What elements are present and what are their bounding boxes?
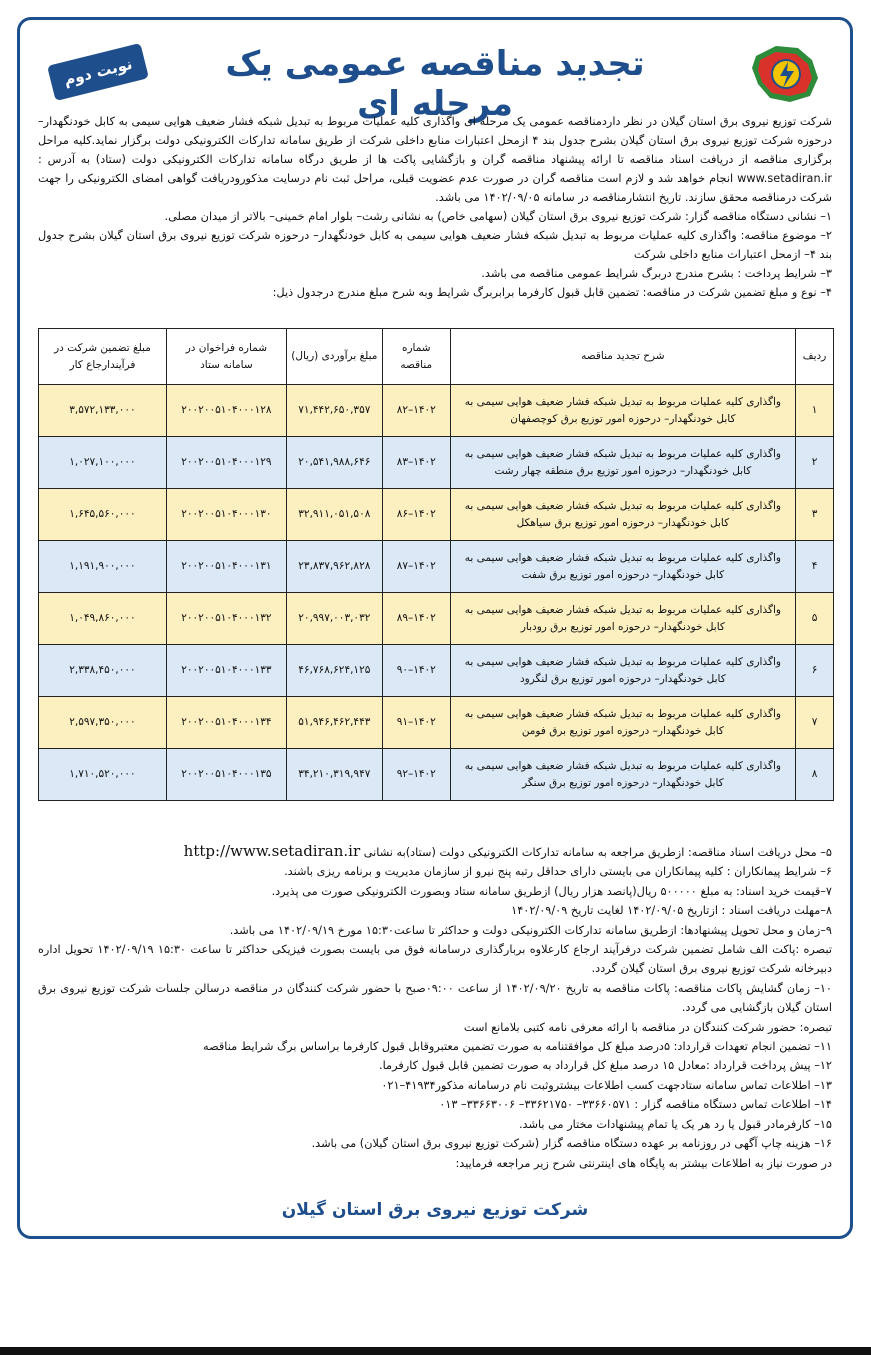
setadiran-link[interactable]: http://www.setadiran.ir [183,842,361,860]
cell-guarantee: ۲,۳۳۸,۴۵۰,۰۰۰ [39,645,167,697]
cell-guarantee: ۳,۵۷۲,۱۳۳,۰۰۰ [39,385,167,437]
cell-number: ۱۴۰۲–۸۹ [382,593,450,645]
col-header-guarantee: مبلغ تضمین شرکت در فرآیندارجاع کار [39,329,167,385]
cell-call: ۲۰۰۲۰۰۵۱۰۴۰۰۰۱۲۸ [166,385,286,437]
cell-call: ۲۰۰۲۰۰۵۱۰۴۰۰۰۱۳۵ [166,749,286,801]
cell-desc: واگذاری کلیه عملیات مربوط به تبدیل شبکه فشار ضعیف هوایی سیمی به کابل خودنگهدار– درحوزه امور توزیع برق سنگر [450,749,795,801]
table-row [39,749,834,801]
cell-row: ۴ [796,541,834,593]
cell-number: ۱۴۰۲–۸۳ [382,437,450,489]
clause-2: ۲– موضوع مناقصه: واگذاری کلیه عملیات مربوط به تبدیل شبکه فشار ضعیف هوایی سیمی به کابل خودنگهدار– درحوزه شرکت توزیع نیروی برق استان گیلان بشرح جدول بند ۴– ازمحل اعتبارات منابع داخلی شرکت [38,229,832,261]
clause-6: ۶– شرایط پیمانکاران : کلیه پیمانکاران می بایستی دارای حداقل رتبه پنج نیرو از سازمان مدیریت و برنامه ریزی باشند. [284,865,832,879]
cell-row: ۶ [796,645,834,697]
clause-12: ۱۲– پیش پرداخت قرارداد :معادل ۱۵ درصد مبلغ کل قرارداد به صورت تضمین قابل قبول کارفرما. [379,1059,832,1073]
clause-10-note: تبصره: حضور شرکت کنندگان در مناقصه با ارائه معرفی نامه کتبی بلامانع است [463,1020,832,1034]
cell-number: ۱۴۰۲–۹۱ [382,697,450,749]
cell-desc: واگذاری کلیه عملیات مربوط به تبدیل شبکه فشار ضعیف هوایی سیمی به کابل خودنگهدار– درحوزه امور توزیع برق منطقه چهار رشت [450,437,795,489]
table-row [39,541,834,593]
notice-frame [17,17,853,1239]
page-title: تجدید مناقصه عمومی یک مرحله ای [225,44,645,124]
clause-14: ۱۴– اطلاعات تماس دستگاه مناقصه گزار : ۳۳۶۶۰۵۷۱– ۳۳۶۲۱۷۵۰– ۳۳۶۶۳۰۰۶– ۰۱۳ [439,1098,832,1112]
cell-desc: واگذاری کلیه عملیات مربوط به تبدیل شبکه فشار ضعیف هوایی سیمی به کابل خودنگهدار– درحوزه امور توزیع برق شفت [450,541,795,593]
clause-13: ۱۳– اطلاعات تماس سامانه ستادجهت کسب اطلاعات بیشتروثبت نام درسامانه مذکور۴۱۹۳۴–۰۲۱ [381,1078,832,1092]
cell-guarantee: ۱,۱۹۱,۹۰۰,۰۰۰ [39,541,167,593]
table-row [39,489,834,541]
cell-row: ۵ [796,593,834,645]
table-row [39,645,834,697]
cell-row: ۷ [796,697,834,749]
cell-number: ۱۴۰۲–۹۲ [382,749,450,801]
tender-table [38,328,834,801]
cell-guarantee: ۱,۶۴۵,۵۶۰,۰۰۰ [39,489,167,541]
col-header-call: شماره فراخوان در سامانه ستاد [166,329,286,385]
cell-estimate: ۷۱,۴۴۲,۶۵۰,۳۵۷ [286,385,382,437]
col-header-desc: شرح تجدید مناقصه [450,329,795,385]
cell-estimate: ۴۶,۷۶۸,۶۲۴,۱۲۵ [286,645,382,697]
col-header-number: شماره مناقصه [382,329,450,385]
closing-line: در صورت نیاز به اطلاعات بیشتر به پایگاه های اینترنتی شرح زیر مراجعه فرمایید: [455,1156,832,1170]
cell-call: ۲۰۰۲۰۰۵۱۰۴۰۰۰۱۳۱ [166,541,286,593]
cell-estimate: ۳۲,۹۱۱,۰۵۱,۵۰۸ [286,489,382,541]
header [20,28,850,124]
cell-number: ۱۴۰۲–۸۷ [382,541,450,593]
clause-9: ۹–زمان و محل تحویل پیشنهادها: ازطریق سامانه تدارکات الکترونیکی دولت و حداکثر تا ساعت۱۵:۳۰ مورخ ۱۴۰۲/۰۹/۱۹ می باشد. [229,923,832,937]
cell-estimate: ۵۱,۹۴۶,۴۶۲,۴۴۳ [286,697,382,749]
electric-utility-logo-icon [746,38,826,108]
clause-7: ۷–قیمت خرید اسناد: به مبلغ ۵۰۰۰۰۰ ریال(پانصد هزار ریال) ازطریق سامانه ستاد وبصورت الکترونیکی صورت می پذیرد. [271,884,832,898]
intro-paragraph: شرکت توزیع نیروی برق استان گیلان در نظر داردمناقصه عمومی یک مرحله ای واگذاری کلیه عملیات مربوط به تبدیل شبکه فشار ضعیف هوایی سیمی به کابل خودنگهدار– درحوزه شرکت توزیع نیروی برق استان گیلان بشرح جدول بند ۴ ازمحل اعتبارات منابع داخلی شرکت از طریق سامانه تدارکات الکترونیکی دولت برگزار نماید.کلیه مراحل برگزاری مناقصه از دریافت اسناد مناقصه تا ارائه پیشنهاد مناقصه گران و بازگشایی پاکت ها از طریق درگاه سامانه تدارکات الکترونیکی دولت (ستاد) به آدرس : www.setadiran.ir انجام خواهد شد و لازم است مناقصه گران در صورت عدم عضویت قبلی، مراحل ثبت نام درسایت مذکورودریافت گواهی امضای الکترونیکی را جهت شرکت درمناقصه محقق سازند. تاریخ انتشارمناقصه در سامانه ۱۴۰۲/۰۹/۰۵ می باشد. [38,115,832,204]
terms-text [38,842,832,1173]
table-row [39,593,834,645]
cell-desc: واگذاری کلیه عملیات مربوط به تبدیل شبکه فشار ضعیف هوایی سیمی به کابل خودنگهدار– درحوزه امور توزیع برق لنگرود [450,645,795,697]
cell-desc: واگذاری کلیه عملیات مربوط به تبدیل شبکه فشار ضعیف هوایی سیمی به کابل خودنگهدار– درحوزه امور توزیع برق رودبار [450,593,795,645]
table-row [39,385,834,437]
clause-5 [38,842,832,862]
cell-row: ۲ [796,437,834,489]
cell-guarantee: ۱,۰۲۷,۱۰۰,۰۰۰ [39,437,167,489]
cell-guarantee: ۱,۷۱۰,۵۲۰,۰۰۰ [39,749,167,801]
clause-10: ۱۰– زمان گشایش پاکات مناقصه: پاکات مناقصه به تاریخ ۱۴۰۲/۰۹/۲۰ از ساعت ۰۹:۰۰صبح با حضور شرکت کنندگان در مناقصه درسالن جلسات شرکت توزیع نیروی برق استان گیلان بازگشایی می گردد. [38,981,832,1015]
col-header-row: ردیف [796,329,834,385]
clause-1: ۱– نشانی دستگاه مناقصه گزار: شرکت توزیع نیروی برق استان گیلان (سهامی خاص) به نشانی رشت– بلوار امام خمینی– بالاتر از میدان مصلی. [164,210,832,223]
company-signature: شرکت توزیع نیروی برق استان گیلان [281,1200,589,1220]
cell-estimate: ۳۴,۲۱۰,۳۱۹,۹۴۷ [286,749,382,801]
cell-call: ۲۰۰۲۰۰۵۱۰۴۰۰۰۱۳۳ [166,645,286,697]
table-header-row [39,329,834,385]
clause-5-text: ۵– محل دریافت اسناد مناقصه: ازطریق مراجعه به سامانه تدارکات الکترونیکی دولت (ستاد)به نشانی [363,846,832,859]
cell-row: ۳ [796,489,834,541]
cell-estimate: ۲۰,۹۹۷,۰۰۳,۰۳۲ [286,593,382,645]
col-header-estimate: مبلغ برآوردی (ریال) [286,329,382,385]
cell-desc: واگذاری کلیه عملیات مربوط به تبدیل شبکه فشار ضعیف هوایی سیمی به کابل خودنگهدار– درحوزه امور توزیع برق فومن [450,697,795,749]
cell-guarantee: ۱,۰۴۹,۸۶۰,۰۰۰ [39,593,167,645]
clause-4: ۴– نوع و مبلغ تضمین شرکت در مناقصه: تضمین قابل قبول کارفرما برابربرگ شرایط وبه شرح مبلغ مندرج درجدول ذیل: [272,286,832,299]
clause-9-note: تبصره :پاکت الف شامل تضمین شرکت درفرآیند ارجاع کارعلاوه بربارگذاری درسامانه فوق می بایست بصورت فیزیکی حداکثر تا ساعت ۱۵:۳۰ ۱۴۰۲/۰۹/۱۹ تحویل اداره دبیرخانه شرکت توزیع نیروی برق استان گیلان گردد. [38,943,833,976]
cell-call: ۲۰۰۲۰۰۵۱۰۴۰۰۰۱۲۹ [166,437,286,489]
intro-text [38,112,832,302]
table-row [39,437,834,489]
cell-row: ۱ [796,385,834,437]
cell-estimate: ۲۰,۵۴۱,۹۸۸,۶۴۶ [286,437,382,489]
cell-number: ۱۴۰۲–۸۲ [382,385,450,437]
cell-guarantee: ۲,۵۹۷,۳۵۰,۰۰۰ [39,697,167,749]
second-round-badge: نوبت دوم [47,43,149,101]
clause-15: ۱۵– کارفرمادر قبول یا رد هر یک یا تمام پیشنهادات مختار می باشد. [518,1117,832,1131]
cell-desc: واگذاری کلیه عملیات مربوط به تبدیل شبکه فشار ضعیف هوایی سیمی به کابل خودنگهدار– درحوزه امور توزیع برق کوچصفهان [450,385,795,437]
cell-call: ۲۰۰۲۰۰۵۱۰۴۰۰۰۱۳۰ [166,489,286,541]
cell-call: ۲۰۰۲۰۰۵۱۰۴۰۰۰۱۳۲ [166,593,286,645]
cell-row: ۸ [796,749,834,801]
cell-number: ۱۴۰۲–۸۶ [382,489,450,541]
cell-call: ۲۰۰۲۰۰۵۱۰۴۰۰۰۱۳۴ [166,697,286,749]
cell-desc: واگذاری کلیه عملیات مربوط به تبدیل شبکه فشار ضعیف هوایی سیمی به کابل خودنگهدار– درحوزه امور توزیع برق سیاهکل [450,489,795,541]
bottom-divider [0,1347,871,1355]
cell-estimate: ۲۳,۸۳۷,۹۶۲,۸۲۸ [286,541,382,593]
clause-16: ۱۶– هزینه چاپ آگهی در روزنامه بر عهده دستگاه مناقصه گزار (شرکت توزیع نیروی برق استان گیلان) می باشد. [311,1137,832,1151]
table-row [39,697,834,749]
cell-number: ۱۴۰۲–۹۰ [382,645,450,697]
clause-8: ۸–مهلت دریافت اسناد : ازتاریخ ۱۴۰۲/۰۹/۰۵ لغایت تاریخ ۱۴۰۲/۰۹/۰۹ [511,904,832,918]
clause-3: ۳– شرایط پرداخت : بشرح مندرج دربرگ شرایط عمومی مناقصه می باشد. [481,267,832,280]
clause-11: ۱۱– تضمین انجام تعهدات قرارداد: ۵درصد مبلغ کل موافقتنامه به صورت تضمین معتبروقابل قبول کارفرما براساس برگ شرایط مناقصه [203,1040,832,1054]
